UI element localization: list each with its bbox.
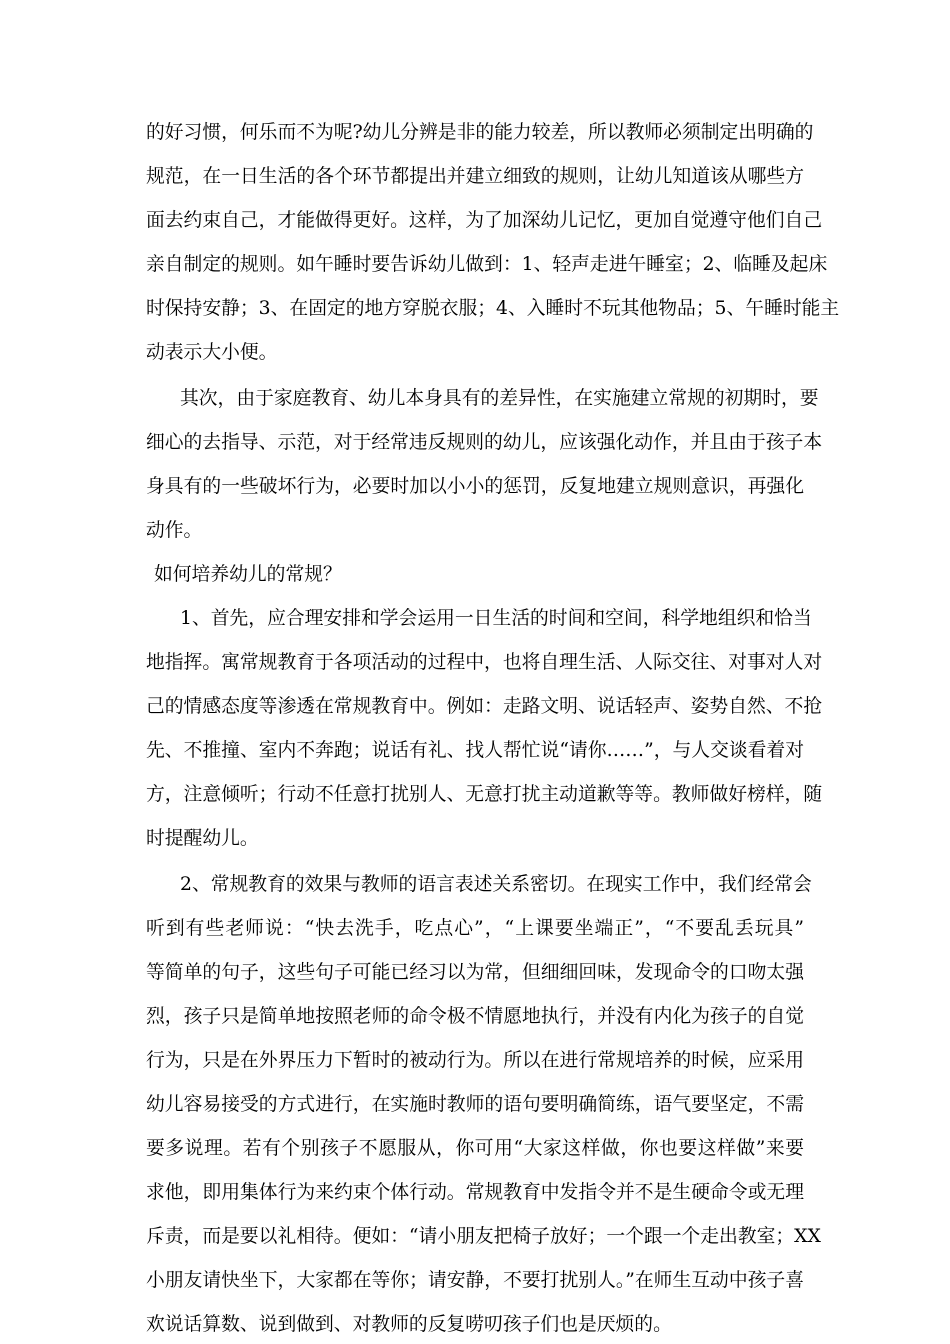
text-line: 细心的去指导、示范，对于经常违反规则的幼儿，应该强化动作，并且由于孩子本 (146, 432, 823, 453)
text-line: 规范，在一日生活的各个环节都提出并建立细致的规则，让幼儿知道该从哪些方 (146, 166, 804, 187)
text-line: 面去约束自己，才能做得更好。这样，为了加深幼儿记忆，更加自觉遵守他们自己 (146, 210, 823, 231)
text-line: 方，注意倾听；行动不任意打扰别人、无意打扰主动道歉等等。教师做好榜样，随 (146, 784, 823, 805)
text-line: 听到有些老师说：“快去洗手，吃点心”，“上课要坐端正”，“不要乱丢玩具” (146, 918, 804, 939)
text-line: 斥责，而是要以礼相待。便如：“请小朋友把椅子放好；一个跟一个走出教室；XX (146, 1226, 821, 1247)
text-line: 身具有的一些破坏行为，必要时加以小小的惩罚，反复地建立规则意识，再强化 (146, 476, 804, 497)
text-line: 动表示大小便。 (146, 342, 278, 363)
text-line: 亲自制定的规则。如午睡时要告诉幼儿做到：1、轻声走进午睡室；2、临睡及起床 (146, 254, 828, 275)
text-line: 幼儿容易接受的方式进行，在实施时教师的语句要明确简练，语气要坚定，不需 (146, 1094, 804, 1115)
text-line: 地指挥。寓常规教育于各项活动的过程中，也将自理生活、人际交往、对事对人对 (146, 652, 823, 673)
text-line: 时提醒幼儿。 (146, 828, 259, 849)
text-line: 等简单的句子，这些句子可能已经习以为常，但细细回味，发现命令的口吻太强 (146, 962, 804, 983)
paragraph-first-line: 1、首先，应合理安排和学会运用一日生活的时间和空间，科学地组织和恰当 (180, 608, 812, 629)
text-line: 求他，即用集体行为来约束个体行动。常规教育中发指令并不是生硬命令或无理 (146, 1182, 804, 1203)
text-line: 的好习惯，何乐而不为呢?幼儿分辨是非的能力较差，所以教师必须制定出明确的 (146, 122, 814, 143)
text-line: 己的情感态度等渗透在常规教育中。例如：走路文明、说话轻声、姿势自然、不抢 (146, 696, 823, 717)
text-line: 要多说理。若有个别孩子不愿服从，你可用“大家这样做，你也要这样做”来要 (146, 1138, 804, 1159)
text-line: 先、不推撞、室内不奔跑；说话有礼、找人帮忙说“请你……”，与人交谈看着对 (146, 740, 804, 761)
paragraph-first-line: 其次，由于家庭教育、幼儿本身具有的差异性，在实施建立常规的初期时，要 (180, 388, 819, 409)
text-line: 欢说话算数、说到做到、对教师的反复唠叨孩子们也是厌烦的。 (146, 1314, 672, 1335)
text-line: 动作。 (146, 520, 203, 541)
text-line: 烈，孩子只是简单地按照老师的命令极不情愿地执行，并没有内化为孩子的自觉 (146, 1006, 804, 1027)
text-line: 时保持安静；3、在固定的地方穿脱衣服；4、入睡时不玩其他物品；5、午睡时能主 (146, 298, 840, 319)
paragraph-first-line: 2、常规教育的效果与教师的语言表述关系密切。在现实工作中，我们经常会 (180, 874, 812, 895)
text-line: 小朋友请快坐下，大家都在等你；请安静，不要打扰别人。”在师生互动中孩子喜 (146, 1270, 804, 1291)
text-line: 行为，只是在外界压力下暂时的被动行为。所以在进行常规培养的时候，应采用 (146, 1050, 804, 1071)
section-heading: 如何培养幼儿的常规？ (154, 564, 342, 585)
